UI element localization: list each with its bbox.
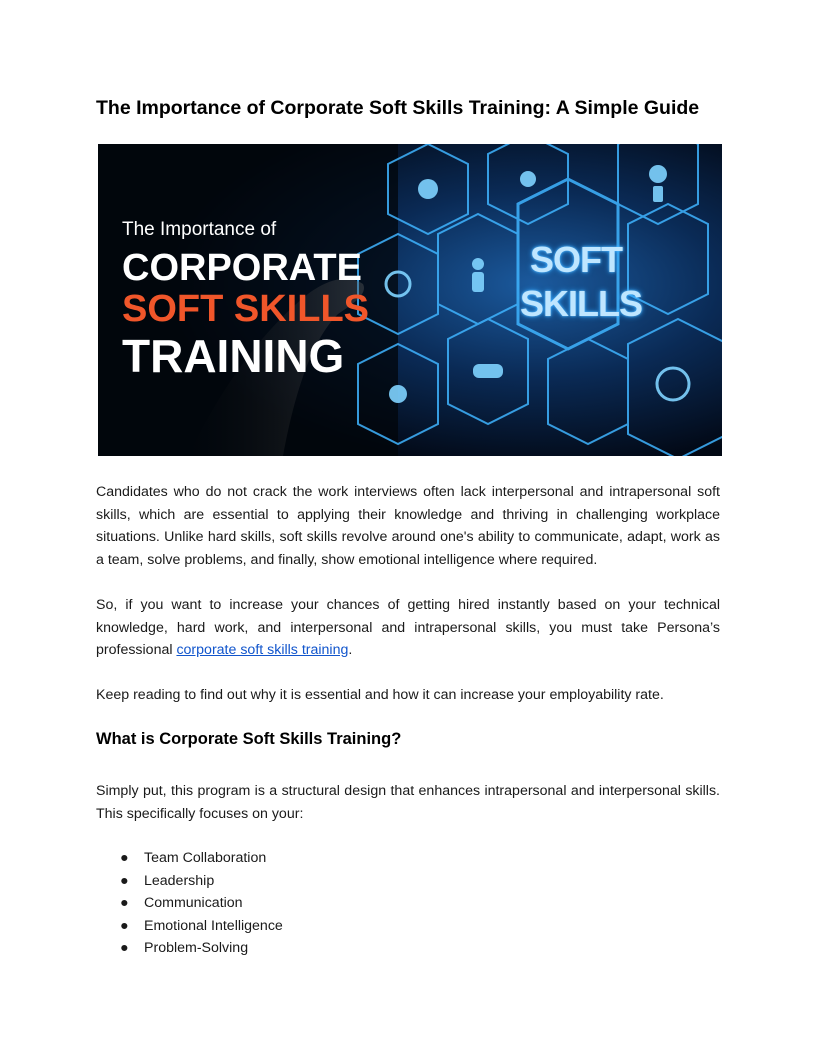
bullet-icon: ● [120,895,129,911]
list-item-text: Communication [144,895,243,911]
paragraph-intro [96,481,720,571]
paragraph-simply-put-text: Simply put, this program is a structural design that enhances intrapersonal and interpersonal skills. This specifically focuses on your: [96,783,720,822]
list-item-text: Team Collaboration [144,850,267,866]
banner-line-corporate: CORPORATE [122,247,362,289]
banner-line-importance: The Importance of [122,219,277,240]
banner-line-soft-skills: SOFT SKILLS [122,288,369,330]
skills-bullet-list [120,847,283,960]
list-item-text: Emotional Intelligence [144,917,283,934]
paragraph-keep-reading-text: Keep reading to find out why it is essential and how it can increase your employability rate. [96,687,664,703]
list-item-text: Problem-Solving [144,940,249,956]
bullet-icon: ● [120,872,129,889]
list-item [120,915,283,938]
paragraph-intro-text: Candidates who do not crack the work interviews often lack interpersonal and intrapersonal soft skills, which are essential to applying their knowledge and thriving in challenging workplace situations. Unlike hard skills, soft skills revolve around one's ability to communicate, adapt, work as a team, solve problems, and finally, show emotional intelligence where required. [96,484,720,568]
bullet-icon: ● [120,850,129,866]
paragraph-persona-text [96,594,720,662]
section-heading-what-is: What is Corporate Soft Skills Training? [96,730,402,748]
list-item [120,937,283,960]
banner-heading [122,218,369,382]
hex-label-soft: SOFT [530,239,622,280]
hero-banner-image [98,144,722,456]
paragraph-persona-end: . [348,642,353,658]
paragraph-keep-reading [96,684,720,707]
paragraph-persona-lead: So, if you want to increase your chances of getting hired instantly based on your technical knowledge, hard work, and interpersonal and intrapersonal skills, you must take Persona’s professional [96,597,720,658]
list-item [120,892,283,915]
bullet-icon: ● [120,917,129,934]
corporate-soft-skills-training-link[interactable]: corporate soft skills training [176,642,349,658]
list-item [120,870,283,893]
list-item [120,847,283,870]
document-title: The Importance of Corporate Soft Skills Training: A Simple Guide [96,97,700,119]
paragraph-simply-put [96,780,720,825]
paragraph-persona [96,594,720,662]
list-item-text: Leadership [144,872,215,889]
hex-label-skills: SKILLS [520,283,643,324]
banner-line-training: TRAINING [122,330,345,382]
bullet-icon: ● [120,940,129,956]
